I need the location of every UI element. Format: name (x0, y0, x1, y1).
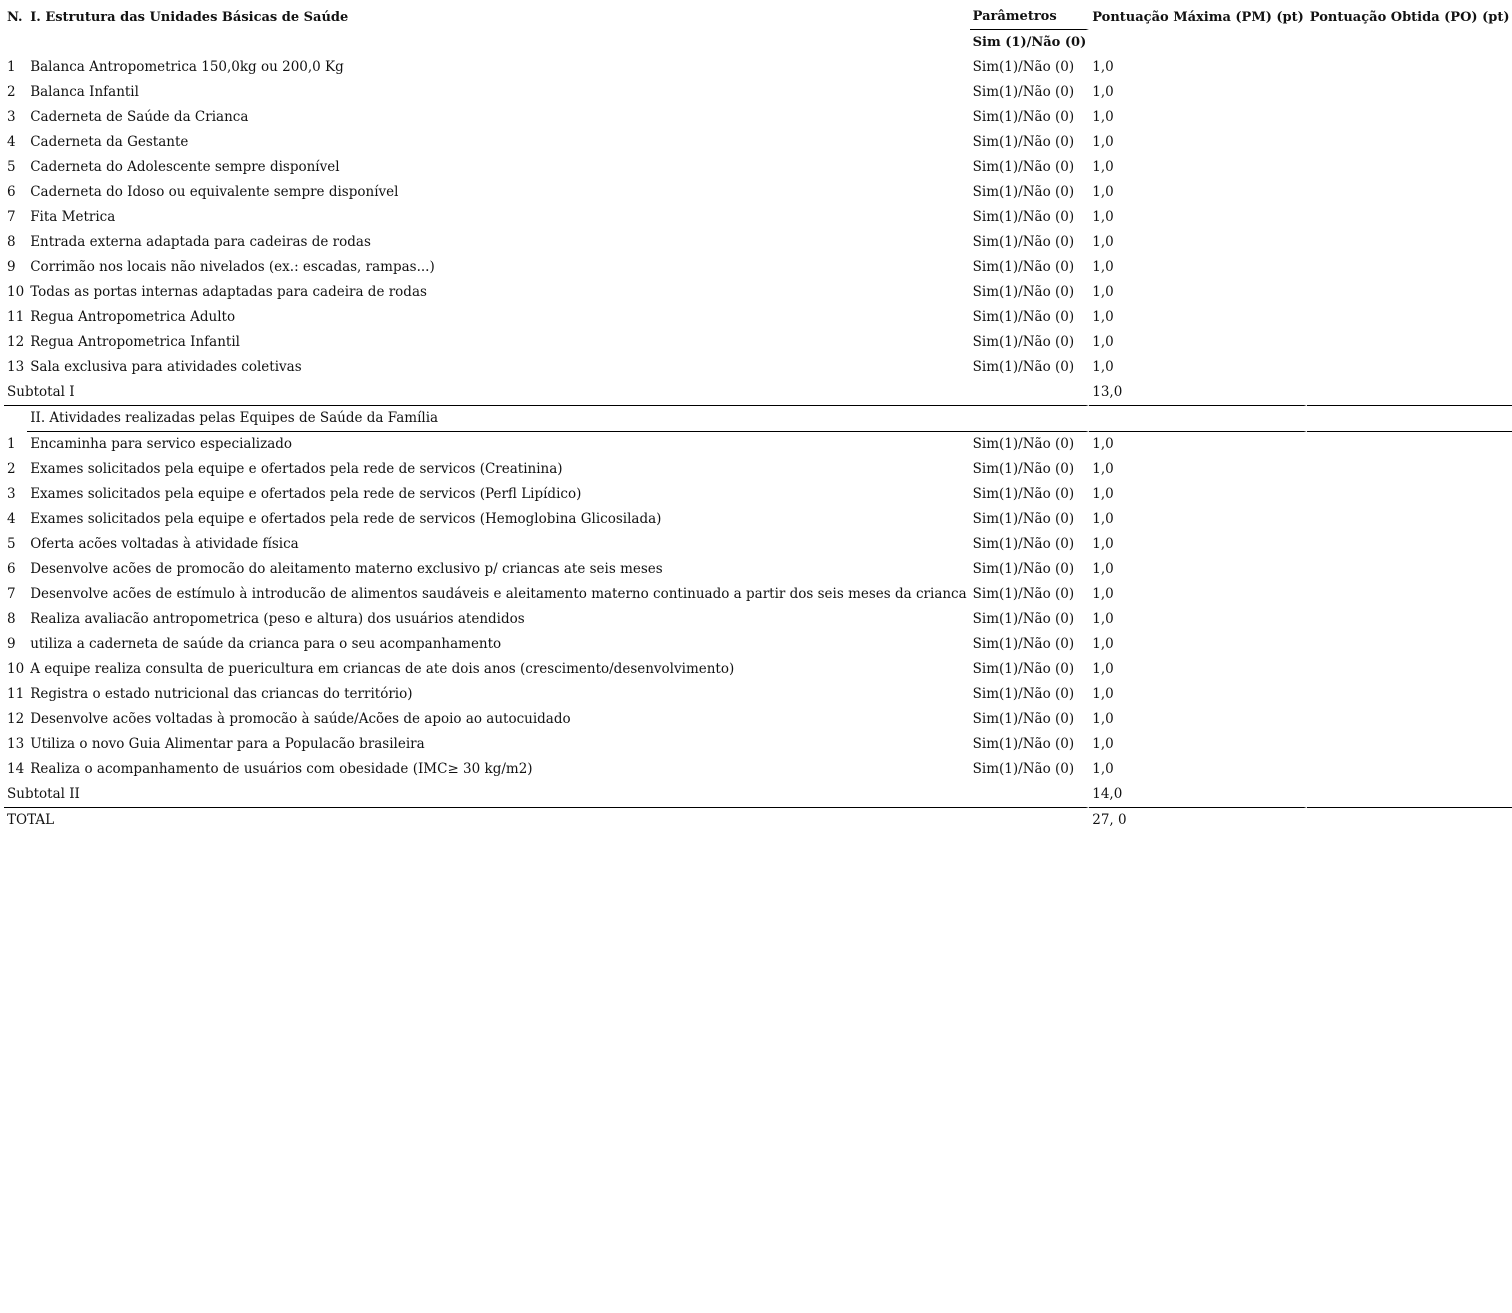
row-description: A equipe realiza consulta de puericultura em criancas de ate dois anos (crescimento/desenvolvimento) (30, 661, 735, 677)
row-number: 6 (7, 184, 16, 200)
row-obtained-score (1307, 757, 1512, 782)
section2-title: II. Atividades realizadas pelas Equipes de Saúde da Família (27, 406, 969, 432)
table-row (4, 707, 1512, 732)
table-row (4, 657, 1512, 682)
row-description: Exames solicitados pela equipe e ofertados pela rede de servicos (Hemoglobina Glicosilada) (30, 511, 662, 527)
row-number: 3 (7, 109, 16, 125)
row-description: Caderneta do Idoso ou equivalente sempre disponível (30, 184, 399, 200)
row-max-score: 1,0 (1092, 334, 1114, 350)
row-parameter: Sim(1)/Não (0) (972, 736, 1075, 752)
row-obtained-score (1307, 305, 1512, 330)
row-description: Entrada externa adaptada para cadeiras de rodas (30, 234, 371, 250)
row-parameter: Sim(1)/Não (0) (972, 59, 1075, 75)
row-obtained-score (1307, 507, 1512, 532)
row-description: Fita Metrica (30, 209, 116, 225)
row-parameter: Sim(1)/Não (0) (972, 661, 1075, 677)
table-row (4, 507, 1512, 532)
row-obtained-score (1307, 432, 1512, 457)
row-description: Regua Antropometrica Infantil (30, 334, 240, 350)
row-number: 6 (7, 561, 16, 577)
row-max-score: 1,0 (1092, 761, 1114, 777)
row-obtained-score (1307, 155, 1512, 180)
row-number: 13 (7, 736, 25, 752)
subtotal-2-param (970, 782, 1090, 808)
row-parameter: Sim(1)/Não (0) (972, 461, 1075, 477)
section2-title-po (1307, 406, 1512, 432)
row-number: 4 (7, 511, 16, 527)
table-row (4, 732, 1512, 757)
row-parameter: Sim(1)/Não (0) (972, 761, 1075, 777)
row-max-score: 1,0 (1092, 586, 1114, 602)
subtotal-1-value: 13,0 (1089, 380, 1307, 406)
row-number: 14 (7, 761, 25, 777)
row-max-score: 1,0 (1092, 736, 1114, 752)
subtotal-2-row (4, 782, 1512, 808)
row-description: utiliza a caderneta de saúde da crianca para o seu acompanhamento (30, 636, 502, 652)
row-number: 2 (7, 461, 16, 477)
row-obtained-score (1307, 55, 1512, 80)
row-obtained-score (1307, 682, 1512, 707)
row-max-score: 1,0 (1092, 234, 1114, 250)
table-row (4, 607, 1512, 632)
subtotal-1-param (970, 380, 1090, 406)
subtotal-1-label: Subtotal I (4, 380, 970, 406)
row-number: 12 (7, 334, 25, 350)
row-description: Caderneta da Gestante (30, 134, 189, 150)
row-number: 9 (7, 259, 16, 275)
row-parameter: Sim(1)/Não (0) (972, 486, 1075, 502)
row-max-score: 1,0 (1092, 59, 1114, 75)
row-description: Realiza avaliacão antropometrica (peso e altura) dos usuários atendidos (30, 611, 525, 627)
table-row (4, 532, 1512, 557)
row-max-score: 1,0 (1092, 711, 1114, 727)
row-obtained-score (1307, 632, 1512, 657)
section2-rows (4, 432, 1512, 782)
row-obtained-score (1307, 105, 1512, 130)
table-row (4, 457, 1512, 482)
table-row (4, 230, 1512, 255)
row-number: 10 (7, 661, 25, 677)
row-description: Realiza o acompanhamento de usuários com obesidade (IMC≥ 30 kg/m2) (30, 761, 533, 777)
table-row (4, 105, 1512, 130)
row-obtained-score (1307, 657, 1512, 682)
table-row (4, 482, 1512, 507)
row-parameter: Sim(1)/Não (0) (972, 159, 1075, 175)
row-number: 2 (7, 84, 16, 100)
row-max-score: 1,0 (1092, 686, 1114, 702)
table-row (4, 55, 1512, 80)
row-number: 11 (7, 309, 25, 325)
table-row (4, 80, 1512, 105)
total-label: TOTAL (7, 812, 55, 828)
row-obtained-score (1307, 130, 1512, 155)
table-row (4, 305, 1512, 330)
row-parameter: Sim(1)/Não (0) (972, 234, 1075, 250)
table-row (4, 130, 1512, 155)
scoring-table (4, 4, 1512, 833)
row-description: Balanca Antropometrica 150,0kg ou 200,0 Kg (30, 59, 344, 75)
row-parameter: Sim(1)/Não (0) (972, 561, 1075, 577)
row-obtained-score (1307, 205, 1512, 230)
row-max-score: 1,0 (1092, 259, 1114, 275)
header-n: N. (7, 9, 23, 25)
row-number: 7 (7, 209, 16, 225)
header-sub-empty (4, 30, 27, 55)
table-row (4, 205, 1512, 230)
row-parameter: Sim(1)/Não (0) (972, 184, 1075, 200)
table-row (4, 255, 1512, 280)
row-parameter: Sim(1)/Não (0) (972, 511, 1075, 527)
row-max-score: 1,0 (1092, 611, 1114, 627)
header-sub-empty (27, 30, 969, 55)
table-row (4, 180, 1512, 205)
table-row (4, 330, 1512, 355)
row-obtained-score (1307, 482, 1512, 507)
row-max-score: 1,0 (1092, 536, 1114, 552)
row-parameter: Sim(1)/Não (0) (972, 359, 1075, 375)
row-number: 11 (7, 686, 25, 702)
row-max-score: 1,0 (1092, 209, 1114, 225)
row-obtained-score (1307, 255, 1512, 280)
table-row (4, 582, 1512, 607)
total-value: 27, 0 (1092, 812, 1127, 828)
row-number: 10 (7, 284, 25, 300)
row-description: Sala exclusiva para atividades coletivas (30, 359, 302, 375)
row-number: 12 (7, 711, 25, 727)
row-obtained-score (1307, 607, 1512, 632)
row-max-score: 1,0 (1092, 359, 1114, 375)
header-parametros: Parâmetros (970, 4, 1090, 30)
table-row (4, 355, 1512, 380)
row-number: 5 (7, 159, 16, 175)
row-description: Desenvolve acões de promocão do aleitamento materno exclusivo p/ criancas ate seis meses (30, 561, 663, 577)
subtotal-2-po (1307, 782, 1512, 808)
row-max-score: 1,0 (1092, 109, 1114, 125)
row-max-score: 1,0 (1092, 159, 1114, 175)
subtotal-1-row (4, 380, 1512, 406)
row-description: Balanca Infantil (30, 84, 139, 100)
row-obtained-score (1307, 230, 1512, 255)
row-parameter: Sim(1)/Não (0) (972, 686, 1075, 702)
subtotal-2-label: Subtotal II (4, 782, 970, 808)
row-number: 7 (7, 586, 16, 602)
table-row (4, 432, 1512, 457)
row-parameter: Sim(1)/Não (0) (972, 436, 1075, 452)
total-po (1307, 808, 1512, 833)
row-obtained-score (1307, 180, 1512, 205)
table-row (4, 757, 1512, 782)
row-max-score: 1,0 (1092, 284, 1114, 300)
header-pm: Pontuação Máxima (PM) (pt) (1092, 9, 1304, 25)
row-obtained-score (1307, 557, 1512, 582)
row-parameter: Sim(1)/Não (0) (972, 636, 1075, 652)
table-row (4, 155, 1512, 180)
row-number: 5 (7, 536, 16, 552)
row-max-score: 1,0 (1092, 511, 1114, 527)
row-max-score: 1,0 (1092, 486, 1114, 502)
row-description: Encaminha para servico especializado (30, 436, 293, 452)
row-max-score: 1,0 (1092, 309, 1114, 325)
section1-rows (4, 55, 1512, 380)
row-description: Exames solicitados pela equipe e ofertados pela rede de servicos (Creatinina) (30, 461, 563, 477)
header-sub-row (4, 30, 1512, 55)
row-obtained-score (1307, 330, 1512, 355)
row-description: Caderneta de Saúde da Crianca (30, 109, 249, 125)
row-obtained-score (1307, 457, 1512, 482)
row-obtained-score (1307, 532, 1512, 557)
row-description: Oferta acões voltadas à atividade física (30, 536, 299, 552)
row-description: Caderneta do Adolescente sempre disponível (30, 159, 340, 175)
row-parameter: Sim(1)/Não (0) (972, 284, 1075, 300)
row-number: 8 (7, 234, 16, 250)
row-parameter: Sim(1)/Não (0) (972, 259, 1075, 275)
row-description: Regua Antropometrica Adulto (30, 309, 236, 325)
row-parameter: Sim(1)/Não (0) (972, 84, 1075, 100)
row-description: Registra o estado nutricional das criancas do território) (30, 686, 413, 702)
row-number: 9 (7, 636, 16, 652)
subtotal-2-value: 14,0 (1089, 782, 1307, 808)
row-number: 8 (7, 611, 16, 627)
header-sub-empty (1307, 30, 1512, 55)
row-parameter: Sim(1)/Não (0) (972, 134, 1075, 150)
row-obtained-score (1307, 582, 1512, 607)
header-sub-empty (1089, 30, 1307, 55)
row-description: Desenvolve acões voltadas à promocão à saúde/Acões de apoio ao autocuidado (30, 711, 571, 727)
row-description: Corrimão nos locais não nivelados (ex.: escadas, rampas...) (30, 259, 435, 275)
section2-title-param (970, 406, 1090, 432)
row-parameter: Sim(1)/Não (0) (972, 711, 1075, 727)
row-max-score: 1,0 (1092, 134, 1114, 150)
row-parameter: Sim(1)/Não (0) (972, 109, 1075, 125)
row-obtained-score (1307, 280, 1512, 305)
row-max-score: 1,0 (1092, 84, 1114, 100)
row-description: Desenvolve acões de estímulo à introducão de alimentos saudáveis e aleitamento materno continuado a partir dos seis meses da crianca (30, 586, 967, 602)
row-number: 13 (7, 359, 25, 375)
header-po: Pontuação Obtida (PO) (pt) (1309, 9, 1510, 25)
header-row (4, 4, 1512, 30)
total-param (970, 808, 1090, 833)
section2-title-row (4, 406, 1512, 432)
row-obtained-score (1307, 707, 1512, 732)
row-parameter: Sim(1)/Não (0) (972, 611, 1075, 627)
row-parameter: Sim(1)/Não (0) (972, 334, 1075, 350)
header-parametros-sub: Sim (1)/Não (0) (972, 35, 1087, 50)
subtotal-1-po (1307, 380, 1512, 406)
row-max-score: 1,0 (1092, 184, 1114, 200)
row-description: Utiliza o novo Guia Alimentar para a Populacão brasileira (30, 736, 425, 752)
header-section1-title: I. Estrutura das Unidades Básicas de Saúde (30, 9, 349, 25)
row-description: Exames solicitados pela equipe e ofertados pela rede de servicos (Perfl Lipídico) (30, 486, 582, 502)
row-obtained-score (1307, 732, 1512, 757)
row-max-score: 1,0 (1092, 561, 1114, 577)
section2-title-empty (4, 406, 27, 432)
row-number: 3 (7, 486, 16, 502)
table-row (4, 280, 1512, 305)
row-obtained-score (1307, 355, 1512, 380)
row-obtained-score (1307, 80, 1512, 105)
table-row (4, 682, 1512, 707)
row-max-score: 1,0 (1092, 636, 1114, 652)
row-parameter: Sim(1)/Não (0) (972, 536, 1075, 552)
row-number: 1 (7, 59, 16, 75)
section2-title-pm (1089, 406, 1307, 432)
total-row (4, 808, 1512, 833)
row-parameter: Sim(1)/Não (0) (972, 209, 1075, 225)
row-description: Todas as portas internas adaptadas para cadeira de rodas (30, 284, 427, 300)
row-max-score: 1,0 (1092, 461, 1114, 477)
row-parameter: Sim(1)/Não (0) (972, 586, 1075, 602)
row-parameter: Sim(1)/Não (0) (972, 309, 1075, 325)
table-row (4, 632, 1512, 657)
row-number: 4 (7, 134, 16, 150)
row-max-score: 1,0 (1092, 436, 1114, 452)
table-row (4, 557, 1512, 582)
row-number: 1 (7, 436, 16, 452)
row-max-score: 1,0 (1092, 661, 1114, 677)
